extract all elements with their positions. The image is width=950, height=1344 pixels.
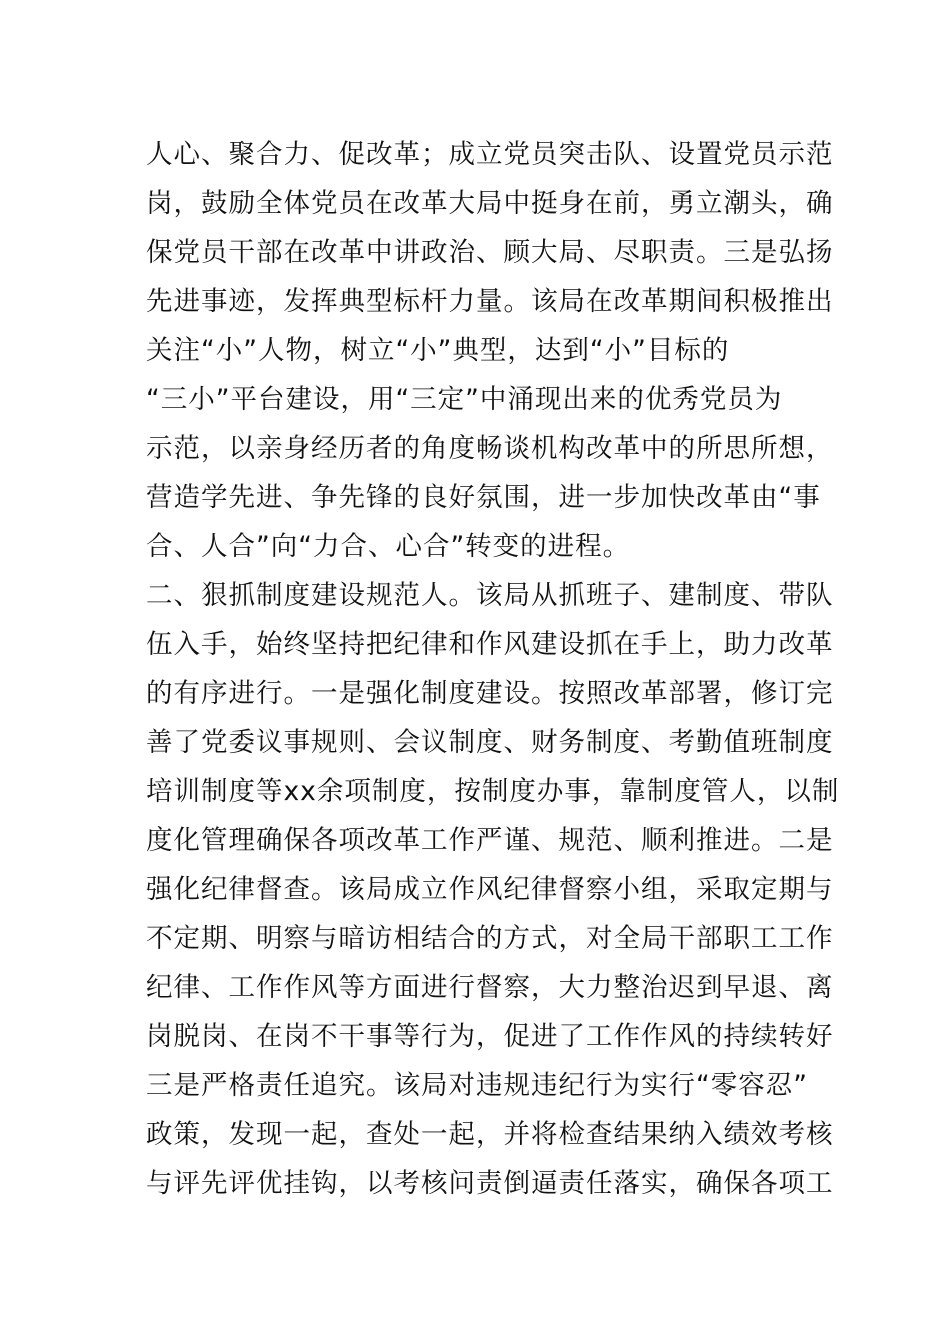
text-line: 三是严格责任追究。该局对违规违纪行为实行“零容忍”	[146, 1070, 808, 1101]
text-line: 关注“小”人物，树立“小”典型，达到“小”目标的	[146, 335, 730, 366]
text-line: “三小”平台建设，用“三定”中涌现出来的优秀党员为	[146, 384, 783, 415]
text-line: 的有序进行。一是强化制度建设。按照改革部署，修订完	[146, 678, 834, 709]
text-line: 先进事迹，发挥典型标杆力量。该局在改革期间积极推出	[146, 286, 834, 317]
text-line: 示范，以亲身经历者的角度畅谈机构改革中的所思所想，	[146, 433, 834, 464]
text-line: 岗脱岗、在岗不干事等行为，促进了工作作风的持续转好	[146, 1021, 834, 1052]
text-line: 度化管理确保各项改革工作严谨、规范、顺利推进。二是	[146, 825, 834, 856]
text-line: 与评先评优挂钩，以考核问责倒逼责任落实，确保各项工	[146, 1168, 834, 1199]
text-line: 合、人合”向“力合、心合”转变的进程。	[146, 531, 631, 562]
section-heading-line: 二、狠抓制度建设规范人。该局从抓班子、建制度、带队	[146, 580, 834, 611]
body-text	[146, 130, 840, 1208]
text-line: 营造学先进、争先锋的良好氛围，进一步加快改革由“事	[146, 482, 821, 513]
text-line: 保党员干部在改革中讲政治、顾大局、尽职责。三是弘扬	[146, 237, 834, 268]
text-line: 善了党委议事规则、会议制度、财务制度、考勤值班制度	[146, 727, 834, 758]
text-line: 人心、聚合力、促改革；成立党员突击队、设置党员示范	[146, 139, 834, 170]
text-line: 政策，发现一起，查处一起，并将检查结果纳入绩效考核	[146, 1119, 834, 1150]
text-line: 纪律、工作作风等方面进行督察，大力整治迟到早退、离	[146, 972, 834, 1003]
text-line: 岗，鼓励全体党员在改革大局中挺身在前，勇立潮头，确	[146, 188, 834, 219]
text-line: 不定期、明察与暗访相结合的方式，对全局干部职工工作	[146, 923, 834, 954]
text-line: 培训制度等xx余项制度，按制度办事，靠制度管人，以制	[146, 776, 840, 807]
text-line: 伍入手，始终坚持把纪律和作风建设抓在手上，助力改革	[146, 629, 834, 660]
text-line: 强化纪律督查。该局成立作风纪律督察小组，采取定期与	[146, 874, 834, 905]
